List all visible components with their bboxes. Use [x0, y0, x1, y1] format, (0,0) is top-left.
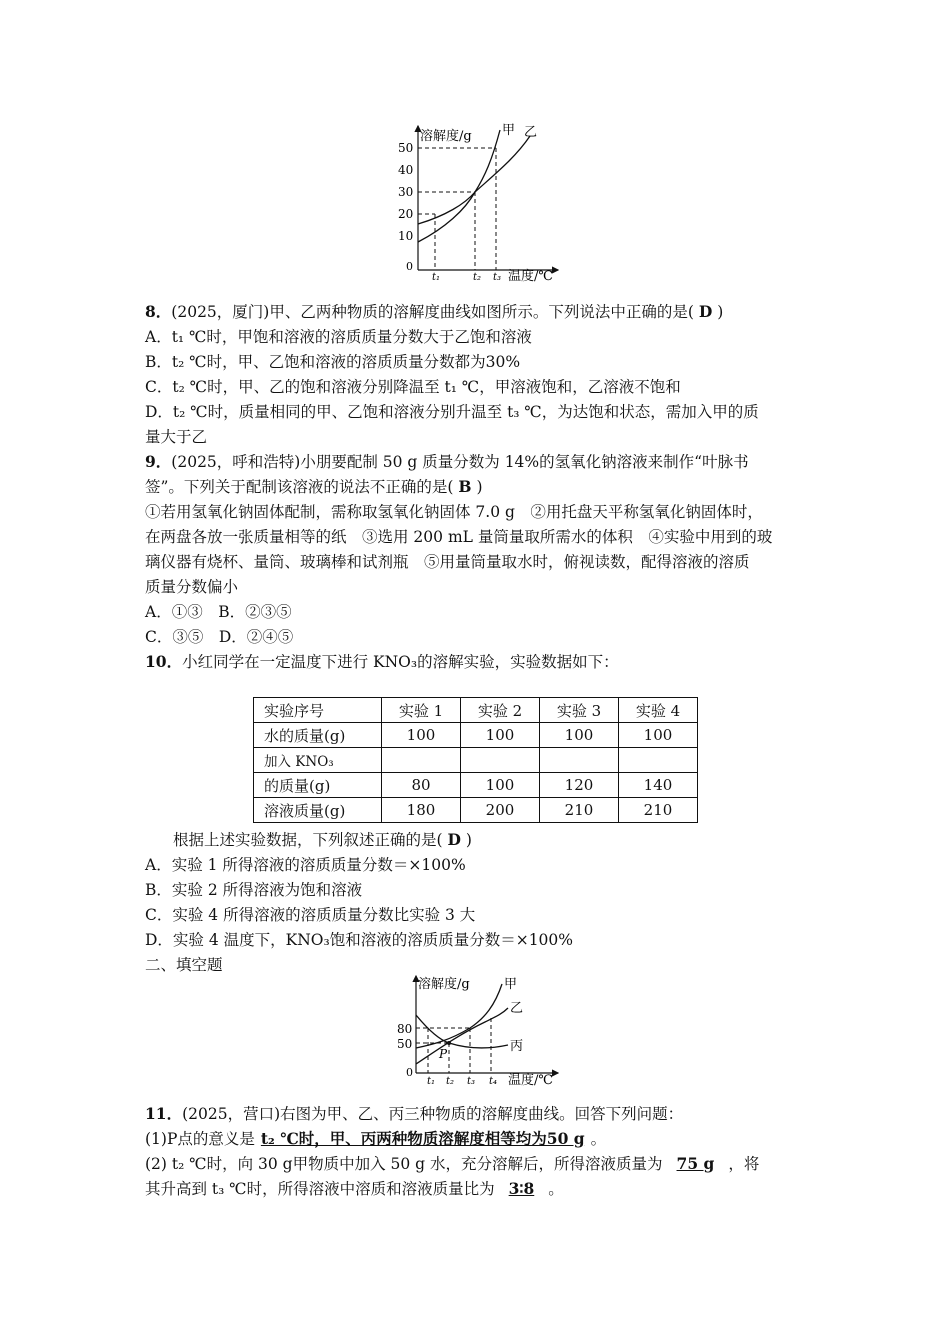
q10-answer: D — [447, 830, 461, 849]
x-tick-t1: t₁ — [432, 272, 441, 283]
q10-close: ) — [465, 831, 472, 849]
q9-stem-text-2: 签”。下列关于配制该溶液的说法不正确的是( — [145, 478, 454, 496]
y-tick-10: 10 — [398, 229, 414, 243]
table-cell: 140 — [619, 773, 698, 798]
table-header-row — [254, 698, 698, 723]
table-cell: 水的质量(g) — [254, 723, 382, 748]
q8-option-c: C．t₂ ℃时，甲、乙的饱和溶液分别降温至 t₁ ℃，甲溶液饱和，乙溶液不饱和 — [145, 378, 681, 396]
curve-label-jia-2: 甲 — [504, 977, 518, 992]
q10-option-c: C．实验 4 所得溶液的溶质质量分数比实验 3 大 — [145, 906, 476, 924]
q11-part2 — [145, 1154, 759, 1174]
q9-stem-2 — [145, 477, 483, 497]
q9-stem-text-1: (2025，呼和浩特)小朋要配制 50 g 质量分数为 14%的氢氧化钠溶液来制作“叶脉书 — [171, 453, 749, 471]
y-axis-label: 溶解度/g — [420, 129, 472, 144]
y-tick-50: 50 — [397, 1037, 413, 1051]
curve-label-jia: 甲 — [502, 123, 516, 138]
table-row — [254, 798, 698, 823]
q10-lead — [173, 830, 472, 850]
table-row — [254, 773, 698, 798]
q9-body-4: 质量分数偏小 — [145, 578, 239, 596]
table-cell: 200 — [461, 798, 540, 823]
x-axis-label-2: 温度/℃ — [508, 1073, 553, 1088]
x-tick-t3: t₃ — [493, 272, 502, 283]
curve-yi — [418, 136, 530, 224]
y-axis-label-2: 溶解度/g — [418, 977, 470, 992]
table-cell — [540, 748, 619, 773]
q11-part3-end: 。 — [548, 1180, 564, 1198]
q9-body-1: ①若用氢氧化钠固体配制，需称取氢氧化钠固体 7.0 g ②用托盘天平称氢氧化钠固体时， — [145, 503, 763, 521]
q9-number: 9． — [145, 452, 172, 471]
table-cell: 210 — [540, 798, 619, 823]
table-cell: 80 — [382, 773, 461, 798]
q11-part2-prompt: (2) t₂ ℃时，向 30 g甲物质中加入 50 g 水，充分溶解后，所得溶液质量为 — [145, 1155, 663, 1173]
q11-part1-prompt: (1)P点的意义是 — [145, 1130, 255, 1148]
q8-option-b: B．t₂ ℃时，甲、乙饱和溶液的溶质质量分数都为30% — [145, 353, 521, 371]
point-p-label: P — [439, 1047, 448, 1061]
x-tick-t1: t₁ — [427, 1076, 436, 1087]
table-cell: 100 — [619, 723, 698, 748]
curve-jia-2 — [416, 984, 502, 1048]
origin-label-2: 0 — [406, 1066, 413, 1079]
x-tick-t3: t₃ — [467, 1076, 476, 1087]
table-header-cell: 实验 4 — [619, 698, 698, 723]
table-cell: 溶液质量(g) — [254, 798, 382, 823]
q8-number: 8． — [145, 302, 172, 321]
table-cell: 的质量(g) — [254, 773, 382, 798]
q10-stem — [145, 652, 619, 672]
q10-option-a: A．实验 1 所得溶液的溶质质量分数＝×100% — [145, 856, 466, 874]
y-tick-50: 50 — [398, 141, 414, 155]
curve-label-bing-2: 丙 — [510, 1039, 524, 1054]
solubility-chart-2 — [390, 970, 570, 1090]
table-header-cell: 实验 3 — [540, 698, 619, 723]
y-tick-40: 40 — [398, 163, 414, 177]
kno3-data-table — [253, 697, 698, 823]
table-cell — [382, 748, 461, 773]
q11-part3 — [145, 1179, 564, 1199]
q10-stem-text: 小红同学在一定温度下进行 KNO₃的溶解实验，实验数据如下： — [182, 653, 619, 671]
section-title: 二、填空题 — [145, 956, 223, 974]
q8-option-d: D．t₂ ℃时，质量相同的甲、乙饱和溶液分别升温至 t₃ ℃，为达饱和状态，需加入甲的质 — [145, 403, 759, 421]
q9-options-cd: C．③⑤ D．②④⑤ — [145, 628, 294, 646]
table-row — [254, 748, 698, 773]
table-header-cell: 实验 1 — [382, 698, 461, 723]
q11-part1-end: 。 — [590, 1130, 607, 1148]
table-header-cell: 实验序号 — [254, 698, 382, 723]
solubility-chart-1 — [390, 118, 570, 283]
y-tick-20: 20 — [398, 207, 414, 221]
q8-option-d-cont: 量大于乙 — [145, 428, 208, 446]
q9-answer: B — [458, 477, 472, 496]
table-cell — [461, 748, 540, 773]
q8-option-a: A．t₁ ℃时，甲饱和溶液的溶质质量分数大于乙饱和溶液 — [145, 328, 532, 346]
q9-options-ab: A．①③ B．②③⑤ — [145, 603, 292, 621]
q8-answer: D — [698, 302, 713, 321]
table-cell: 100 — [382, 723, 461, 748]
x-tick-t4: t₄ — [489, 1076, 498, 1087]
table-cell: 210 — [619, 798, 698, 823]
x-tick-t2: t₂ — [446, 1076, 455, 1087]
q11-part1-answer: t₂ ℃时，甲、丙两种物质溶解度相等均为50 g — [260, 1129, 585, 1148]
x-tick-t2: t₂ — [473, 272, 482, 283]
table-cell: 100 — [461, 723, 540, 748]
curve-label-yi: 乙 — [524, 125, 538, 140]
origin-label: 0 — [406, 260, 413, 273]
q9-close: ) — [476, 478, 483, 496]
q9-body-2: 在两盘各放一张质量相等的纸 ③选用 200 mL 量筒量取所需水的体积 ④实验中用到的玻 — [145, 528, 773, 546]
table-cell: 加入 KNO₃ — [254, 748, 382, 773]
q10-number: 10． — [145, 652, 183, 671]
curve-jia — [418, 130, 500, 242]
table-cell — [619, 748, 698, 773]
curve-yi-2 — [416, 1008, 508, 1064]
q11-part2-answer: 75 g — [676, 1154, 715, 1173]
q11-number: 11． — [145, 1104, 183, 1123]
q8-stem-text: (2025，厦门)甲、乙两种物质的溶解度曲线如图所示。下列说法中正确的是( — [171, 303, 694, 321]
curve-label-yi-2: 乙 — [510, 1001, 524, 1016]
table-row — [254, 723, 698, 748]
q8-stem — [145, 302, 723, 322]
q11-part1 — [145, 1129, 606, 1149]
q11-stem — [145, 1104, 683, 1124]
table-cell: 100 — [461, 773, 540, 798]
q11-part3-answer: 3∶8 — [508, 1179, 535, 1198]
y-tick-30: 30 — [398, 185, 414, 199]
curve-bing-2 — [416, 1015, 508, 1048]
q11-part3-prompt: 其升高到 t₃ ℃时，所得溶液中溶质和溶液质量比为 — [145, 1180, 495, 1198]
q8-close: ) — [717, 303, 724, 321]
table-header-cell: 实验 2 — [461, 698, 540, 723]
x-axis-label: 温度/℃ — [508, 269, 553, 283]
y-tick-80: 80 — [397, 1022, 413, 1036]
table-cell: 180 — [382, 798, 461, 823]
q9-stem-1 — [145, 452, 749, 472]
q10-option-b: B．实验 2 所得溶液为饱和溶液 — [145, 881, 363, 899]
q10-lead-text: 根据上述实验数据，下列叙述正确的是( — [173, 831, 443, 849]
table-cell: 100 — [540, 723, 619, 748]
table-cell: 120 — [540, 773, 619, 798]
q11-stem-text: (2025，营口)右图为甲、乙、丙三种物质的溶解度曲线。回答下列问题： — [182, 1105, 684, 1123]
q11-part2-end: ，将 — [728, 1155, 760, 1173]
q9-body-3: 璃仪器有烧杯、量筒、玻璃棒和试剂瓶 ⑤用量筒量取水时，俯视读数，配得溶液的溶质 — [145, 553, 750, 571]
q10-option-d: D．实验 4 温度下，KNO₃饱和溶液的溶质质量分数＝×100% — [145, 931, 574, 949]
point-p — [447, 1041, 451, 1045]
